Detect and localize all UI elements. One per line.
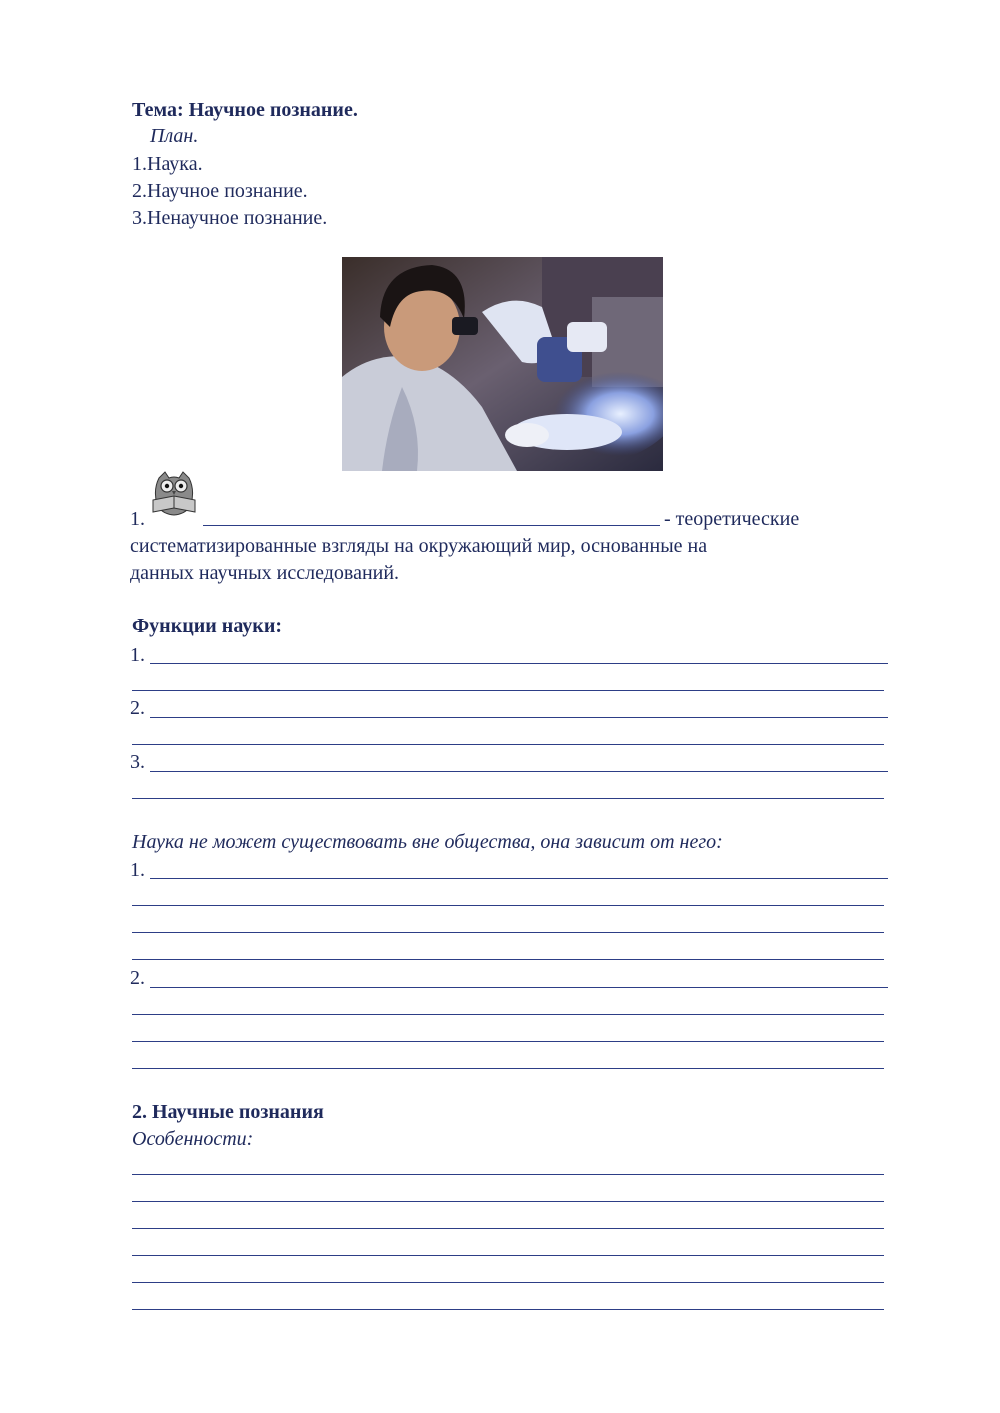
society-2-blank[interactable] <box>150 987 888 988</box>
society-2-blank-4[interactable] <box>132 1068 884 1069</box>
features-blank-1[interactable] <box>132 1174 884 1175</box>
society-1-blank-2[interactable] <box>132 905 884 906</box>
features-blank-5[interactable] <box>132 1282 884 1283</box>
function-1-blank-2[interactable] <box>132 690 884 691</box>
function-3-blank-2[interactable] <box>132 798 884 799</box>
definition-suffix: - теоретические <box>664 508 800 530</box>
function-2-blank[interactable] <box>150 717 888 718</box>
scientist-microscope-photo <box>342 257 663 471</box>
function-number-2: 2. <box>130 697 145 719</box>
society-1-blank-4[interactable] <box>132 959 884 960</box>
society-1-blank[interactable] <box>150 878 888 879</box>
society-number-1: 1. <box>130 859 145 881</box>
society-1-blank-3[interactable] <box>132 932 884 933</box>
page-title: Тема: Научное познание. <box>132 99 358 121</box>
section-2-heading: 2. Научные познания <box>132 1101 324 1123</box>
functions-heading: Функции науки: <box>132 615 283 637</box>
features-subheading: Особенности: <box>132 1128 254 1150</box>
owl-reading-book-icon <box>147 470 201 518</box>
features-blank-3[interactable] <box>132 1228 884 1229</box>
society-statement: Наука не может существовать вне общества, она зависит от него: <box>132 831 723 853</box>
plan-item-3: 3.Ненаучное познание. <box>132 207 328 229</box>
society-2-blank-3[interactable] <box>132 1041 884 1042</box>
society-number-2: 2. <box>130 967 145 989</box>
features-blank-6[interactable] <box>132 1309 884 1310</box>
plan-item-1: 1.Наука. <box>132 153 203 175</box>
features-blank-2[interactable] <box>132 1201 884 1202</box>
plan-item-2: 2.Научное познание. <box>132 180 308 202</box>
function-number-3: 3. <box>130 751 145 773</box>
definition-number: 1. <box>130 508 145 530</box>
definition-blank[interactable] <box>203 525 660 526</box>
features-blank-4[interactable] <box>132 1255 884 1256</box>
function-3-blank[interactable] <box>150 771 888 772</box>
definition-line-2: систематизированные взгляды на окружающий мир, основанные на <box>130 535 708 557</box>
society-2-blank-2[interactable] <box>132 1014 884 1015</box>
function-number-1: 1. <box>130 644 145 666</box>
definition-line-3: данных научных исследований. <box>130 562 400 584</box>
function-1-blank[interactable] <box>150 663 888 664</box>
function-2-blank-2[interactable] <box>132 744 884 745</box>
plan-heading: План. <box>150 125 199 147</box>
